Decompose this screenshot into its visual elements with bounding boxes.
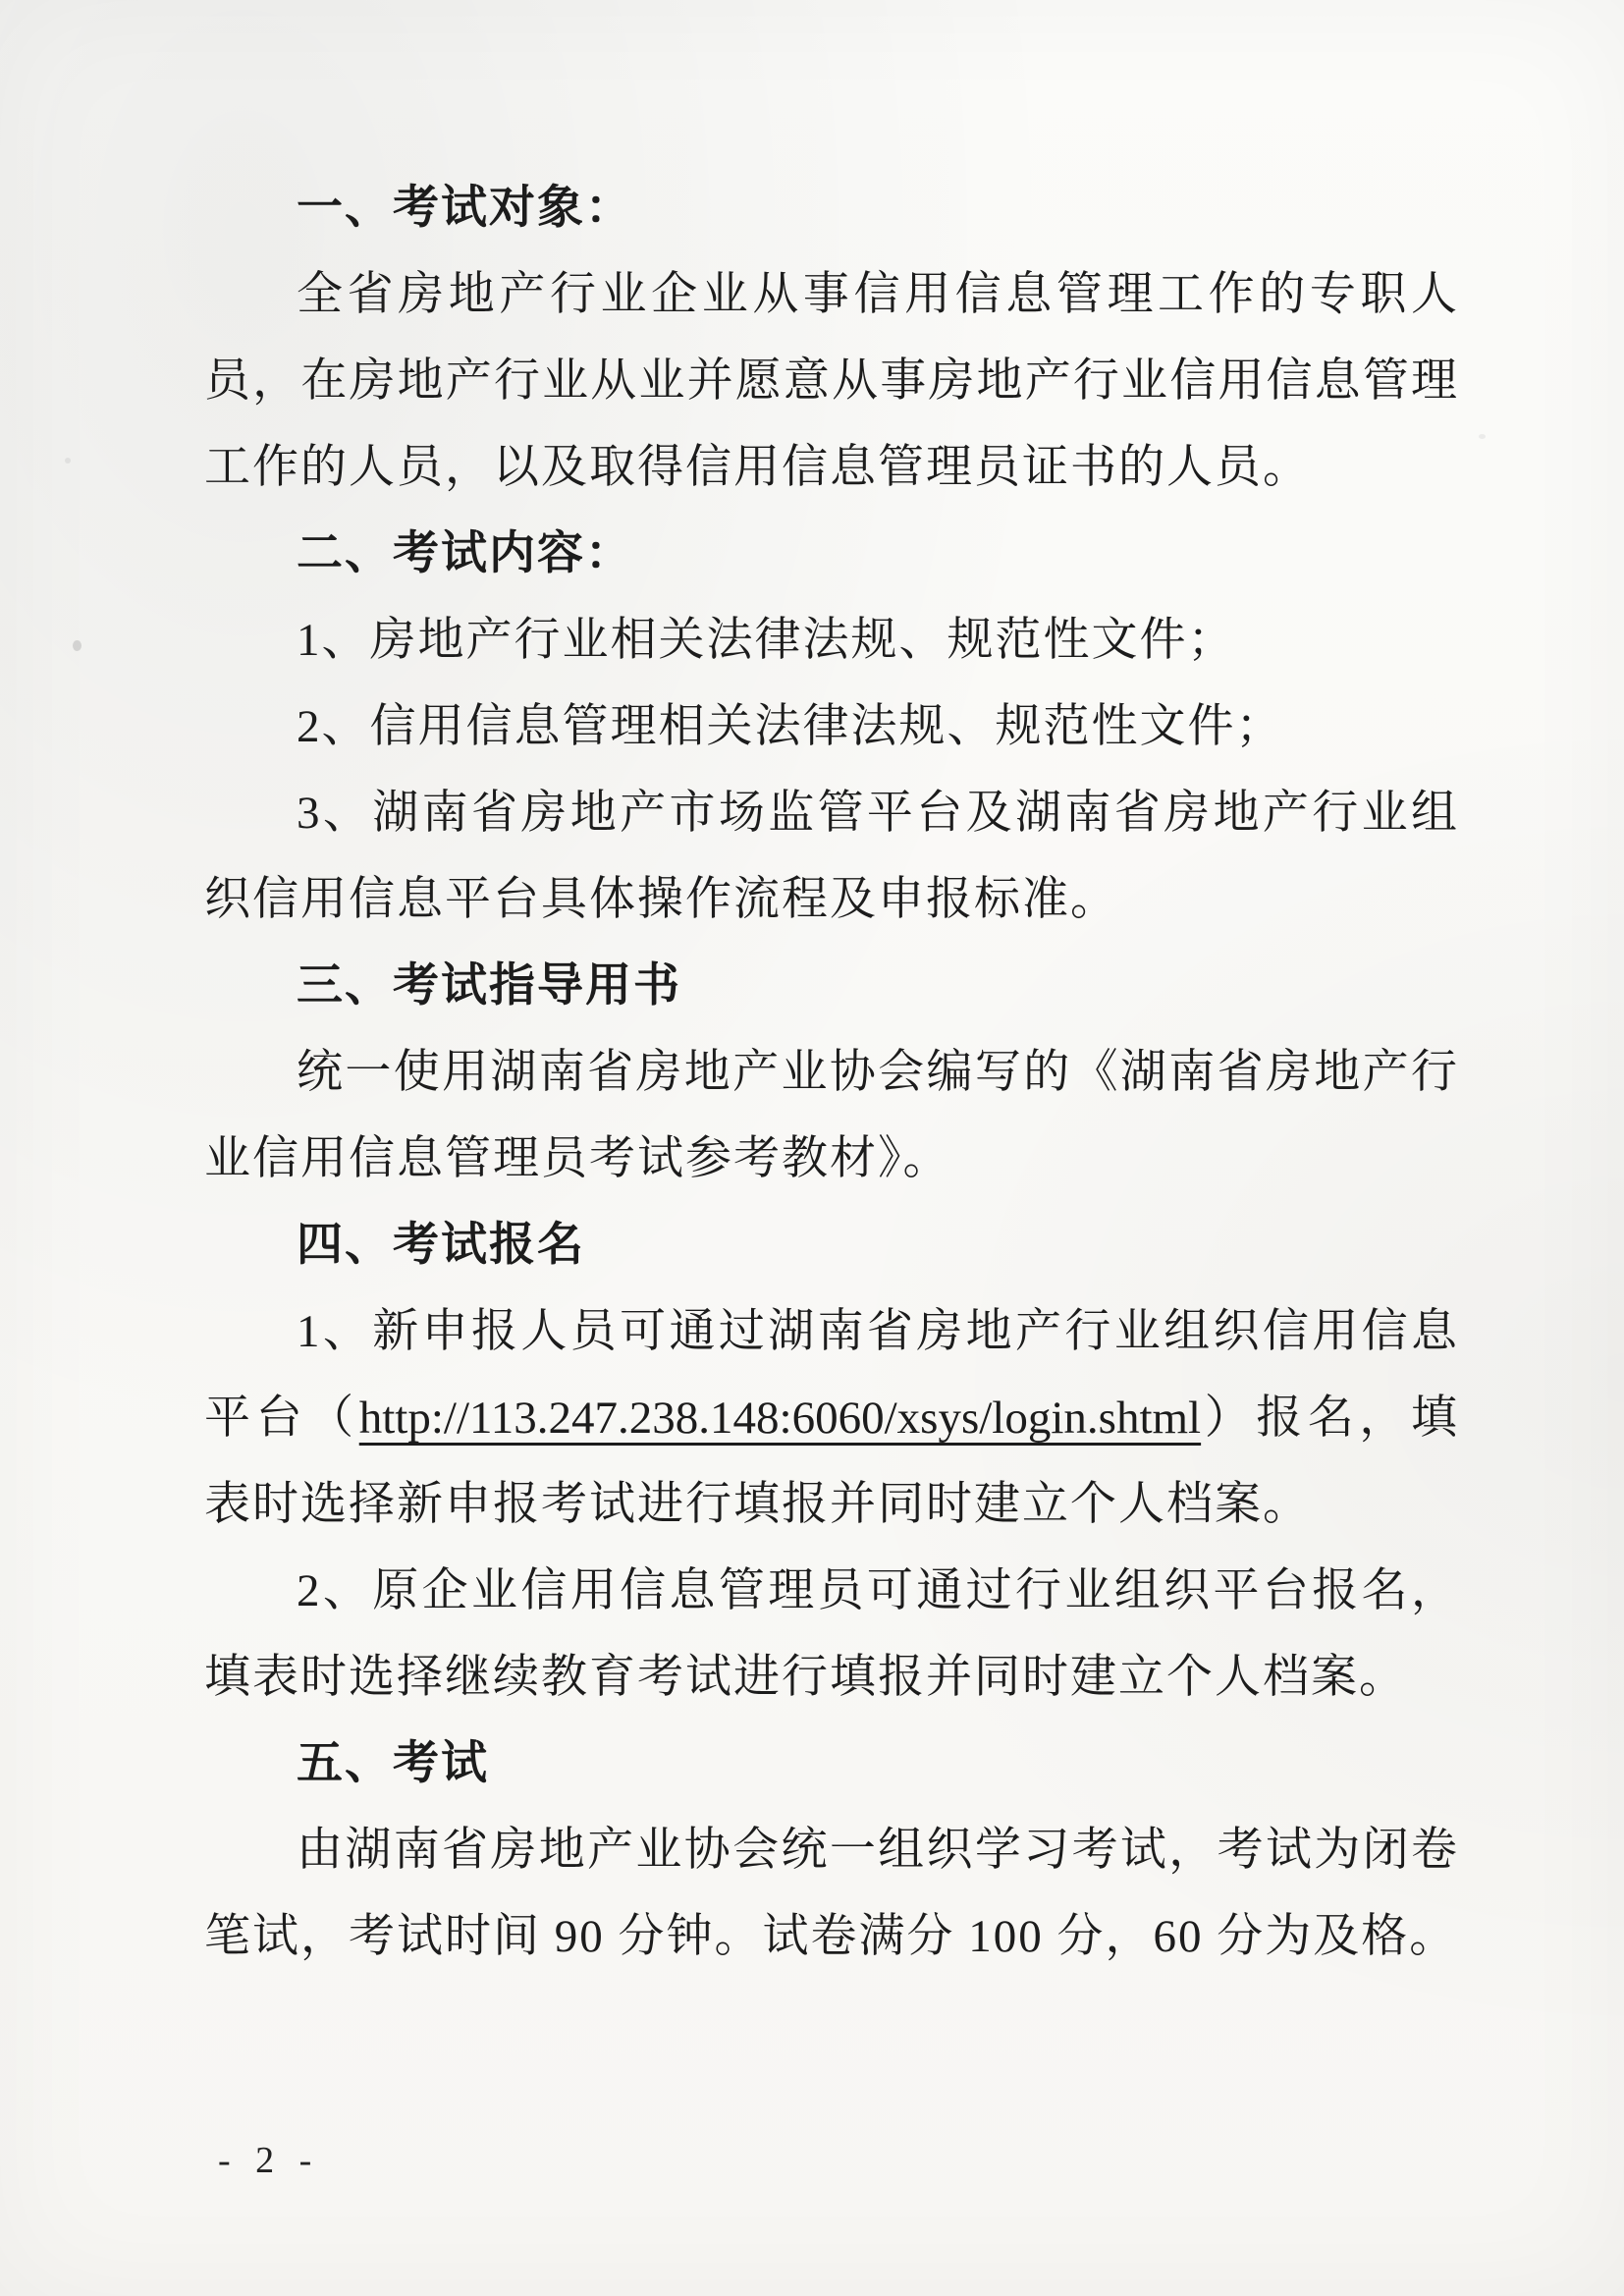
list-item-exam-content-2: 2、信用信息管理相关法律法规、规范性文件； bbox=[297, 701, 1284, 752]
scan-speck bbox=[73, 640, 81, 651]
list-item-exam-content-1: 1、房地产行业相关法律法规、规范性文件； bbox=[297, 615, 1236, 666]
paragraph-exam-guidebook: 统一使用湖南省房地产业协会编写的《湖南省房地产行业信用信息管理员考试参考教材》。 bbox=[204, 1047, 1459, 1184]
registration-platform-url: http://113.247.238.148:6060/xsys/login.shtml bbox=[358, 1393, 1202, 1444]
document-body bbox=[204, 165, 1459, 1980]
paragraph-exam-targets: 全省房地产行业企业从事信用信息管理工作的专职人员，在房地产行业从业并愿意从事房地产行业信用信息管理工作的人员，以及取得信用信息管理员证书的人员。 bbox=[204, 269, 1459, 493]
list-item-registration-1 bbox=[204, 1288, 1459, 1548]
scan-speck bbox=[65, 458, 71, 464]
section-heading-exam-guidebook: 三、考试指导用书 bbox=[297, 960, 681, 1011]
section-heading-exam-targets: 一、考试对象： bbox=[297, 183, 633, 234]
page-number: - 2 - bbox=[218, 2140, 320, 2181]
paragraph-exam-details: 由湖南省房地产业协会统一组织学习考试，考试为闭卷笔试，考试时间 90 分钟。试卷满分 100 分，60 分为及格。 bbox=[204, 1825, 1459, 1962]
list-item-registration-2: 2、原企业信用信息管理员可通过行业组织平台报名，填表时选择继续教育考试进行填报并同时建立个人档案。 bbox=[204, 1565, 1459, 1703]
scan-speck bbox=[1479, 434, 1486, 439]
registration-text-after-url: ）报名，填表时选择新申报考试进行填报并同时建立个人档案。 bbox=[204, 1393, 1460, 1530]
section-heading-exam-content: 二、考试内容： bbox=[297, 528, 633, 579]
registration-text-before-url: 1、新申报人员可通过湖南省房地产行业组织信用信息平台（ bbox=[204, 1306, 1459, 1444]
section-heading-exam: 五、考试 bbox=[297, 1738, 489, 1789]
list-item-exam-content-3: 3、湖南省房地产市场监管平台及湖南省房地产行业组织信用信息平台具体操作流程及申报标准。 bbox=[204, 788, 1459, 925]
section-heading-exam-registration: 四、考试报名 bbox=[297, 1220, 585, 1271]
